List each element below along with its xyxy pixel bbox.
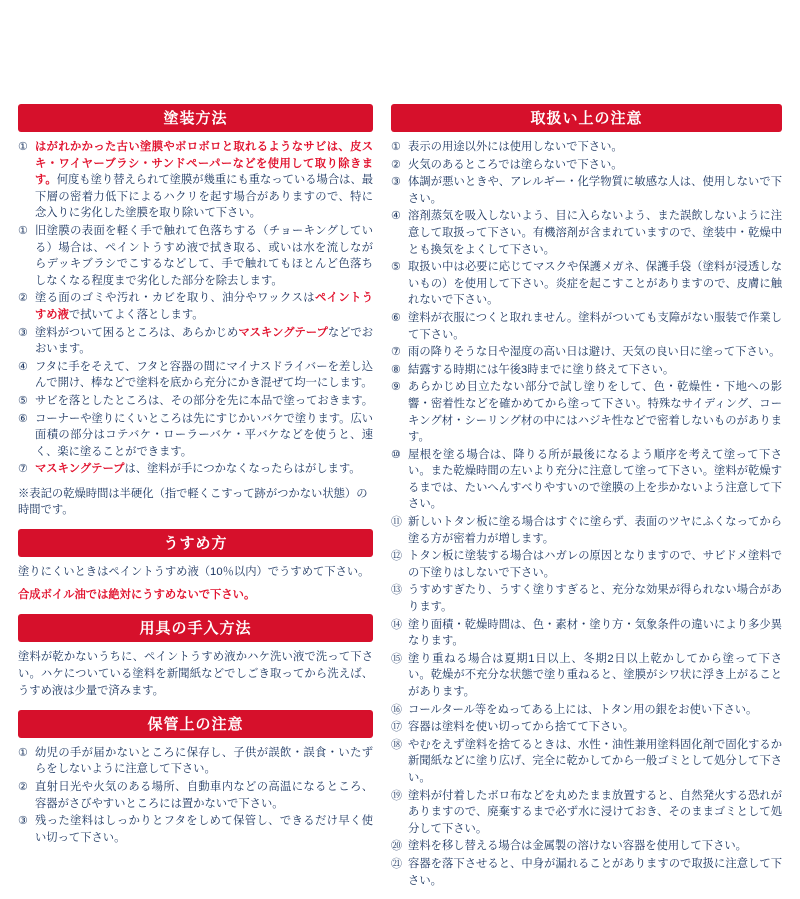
list-item-highlight: はがれかかった古い塗膜やボロボロと取れるようなサビは、皮スキ・ワイヤーブラシ・サンドペーパーなどを使用して取り除きます。 — [35, 141, 374, 187]
list-item — [391, 379, 782, 445]
list-item — [391, 582, 782, 615]
list-item — [391, 838, 782, 855]
section-title-handling-precautions: 取扱い上の注意 — [391, 104, 782, 132]
list-item-text: 結露する時期には午後3時までに塗り終えて下さい。 — [408, 363, 675, 376]
list-item-text: フタに手をそえて、フタと容器の間にマイナスドライバーを差し込んで開け、棒などで塗料を底から充分にかき混ぜて均一にします。 — [35, 360, 374, 390]
list-item-text: 何度も塗り替えられて塗膜が幾重にも重なっている場合は、最下層の密着力低下によるハクリを起す場合がありますので、特に念入りに劣化した塗膜を取り除いて下さい。 — [35, 174, 374, 220]
list-marker: ⑪ — [391, 516, 403, 529]
list-item-text: 塗る面のゴミや汚れ・カビを取り、油分やワックスは — [35, 292, 315, 305]
paint-method-list — [18, 139, 373, 478]
list-item — [391, 362, 782, 379]
list-marker: ⑨ — [391, 381, 401, 394]
list-item — [391, 856, 782, 889]
list-item — [18, 461, 373, 478]
list-item-text: 塗料がついて困るところは、あらかじめ — [35, 326, 239, 339]
list-item-text: サビを落としたところは、その部分を先に本品で塗っておきます。 — [35, 394, 374, 407]
list-marker: ⑮ — [391, 652, 403, 665]
list-marker: ① — [18, 746, 28, 759]
list-marker: ③ — [18, 326, 28, 339]
list-item-highlight: マスキングテープ — [238, 326, 328, 339]
list-item-highlight: ペイントうすめ液 — [35, 292, 374, 321]
list-item-text: 容器は塗料を使い切ってから捨てて下さい。 — [408, 721, 634, 734]
list-marker: ⑬ — [391, 584, 403, 597]
list-marker: ㉑ — [391, 857, 403, 870]
list-item-text: 表示の用途以外には使用しないで下さい。 — [408, 141, 623, 153]
list-item-text: 屋根を塗る場合は、降りる所が最後になるよう順序を考えて塗って下さい。また乾燥時間の左いより充分に注意して塗って下さい。塗料が乾燥するまでは、たいへんすべりやすいので塗膜の上を歩かないよう注意して下さい。 — [408, 448, 782, 511]
section-paint-method — [18, 104, 373, 519]
list-marker: ② — [18, 292, 28, 305]
list-item-text: コールタール等をぬってある上には、トタン用の銀をお使い下さい。 — [408, 703, 758, 716]
list-marker: ② — [391, 158, 401, 171]
list-item — [391, 702, 782, 719]
list-item-text: 残った塗料はしっかりとフタをしめて保管し、できるだけ早く使い切って下さい。 — [35, 815, 374, 844]
list-item-text: 塗料が衣服につくと取れません。塗料がついても支障がない服装で作業して下さい。 — [408, 311, 782, 341]
list-item — [391, 447, 782, 513]
list-item-text: やむをえず塗料を捨てるときは、水性・油性兼用塗料固化剤で固化するか新聞紙などに塗り広げ、完全に乾かしてから一般ゴミとして処分して下さい。 — [408, 738, 782, 784]
list-marker: ① — [391, 141, 401, 153]
list-marker: ⑫ — [391, 550, 403, 563]
list-marker: ⑧ — [391, 363, 401, 376]
list-marker: ⑥ — [391, 311, 401, 324]
list-item-text: 塗料を移し替える場合は金属製の溶けない容器を使用して下さい。 — [408, 840, 747, 853]
list-item-text: 塗料が付着したボロ布などを丸めたまま放置すると、自然発火する恐れがありますので、廃棄するまで必ず水に浸けておき、そのままゴミとして処分して下さい。 — [408, 789, 782, 835]
list-item — [391, 259, 782, 309]
paint-method-note: ※表記の乾燥時間は半硬化（指で軽くこすって跡がつかない状態）の時間です。 — [18, 487, 368, 517]
list-item-text: トタン板に塗装する場合はハガレの原因となりますので、サビドメ塗料での下塗りはしないで下さい。 — [408, 550, 782, 579]
list-item — [18, 411, 373, 461]
list-marker: ⑱ — [391, 738, 403, 751]
list-item — [18, 779, 373, 812]
list-item — [391, 310, 782, 343]
list-item — [18, 745, 373, 778]
thinning-paragraph-2: 合成ボイル油では絶対にうすめないで下さい。 — [18, 589, 256, 601]
list-item-text-tail: などでおおいます。 — [35, 326, 374, 356]
list-item — [391, 617, 782, 650]
list-item — [18, 325, 373, 358]
list-marker: ⑲ — [391, 789, 403, 802]
list-item — [391, 139, 782, 156]
section-title-paint-method: 塗装方法 — [18, 104, 373, 132]
list-item-text: 体調が悪いときや、アレルギー・化学物質に敏感な人は、使用しないで下さい。 — [408, 176, 782, 205]
list-item — [18, 359, 373, 392]
list-item — [391, 344, 782, 361]
list-item-highlight: マスキングテープ — [35, 463, 125, 476]
list-item-text: あらかじめ目立たない部分で試し塗りをして、色・乾燥性・下地への影響・密着性などを確かめてから塗って下さい。特殊なサイディング、コーキング材・シーリング材の中にはハジキ性などで密着しないものがあります。 — [408, 381, 782, 444]
tool-care-paragraph: 塗料が乾かないうちに、ペイントうすめ液かハケ洗い液で洗って下さい。ハケについている塗料を新聞紙などでしごき取ってから洗えば、うすめ液は少量で済みます。 — [18, 650, 374, 697]
list-item — [18, 290, 373, 323]
list-item-text: うすめすぎたり、うすく塗りすぎると、充分な効果が得られない場合があります。 — [408, 584, 782, 614]
list-item — [18, 813, 373, 846]
list-marker: ⑰ — [391, 721, 403, 734]
section-handling-precautions — [391, 104, 782, 889]
section-tool-care — [18, 614, 373, 700]
list-marker: ⑥ — [18, 412, 28, 425]
thinning-paragraph-1: 塗りにくいときはペイントうすめ液（10％以内）でうすめて下さい。 — [18, 566, 370, 579]
list-item-text: 容器を落下させると、中身が漏れることがありますので取扱に注意して下さい。 — [408, 857, 782, 887]
list-item — [391, 719, 782, 736]
list-item-text: 旧塗膜の表面を軽く手で触れて色落ちする（チョーキングしている）場合は、ペイントうすめ液で拭き取る、或いは水を流しながらデッキブラシでこするなどして、手で触れてもほとんど色落ちしなくなる程度まで劣化した部分を除去します。 — [35, 224, 374, 287]
section-title-thinning: うすめ方 — [18, 529, 373, 557]
list-item — [391, 737, 782, 787]
list-item-text: 火気のあるところでは塗らないで下さい。 — [408, 158, 623, 171]
list-item-text: 溶剤蒸気を吸入しないよう、目に入らないよう、また誤飲しないように注意して取扱って下さい。有機溶剤が含まれていますので、塗装中・乾燥中とも換気をよくして下さい。 — [408, 210, 782, 256]
list-item — [391, 514, 782, 547]
list-marker: ⑳ — [391, 840, 403, 853]
list-marker: ③ — [18, 815, 28, 828]
right-column — [391, 104, 782, 899]
list-marker: ④ — [391, 210, 401, 223]
list-marker: ⑦ — [391, 346, 401, 359]
list-item — [391, 208, 782, 258]
list-item — [18, 139, 373, 222]
list-marker: ① — [18, 141, 28, 153]
storage-list — [18, 745, 373, 847]
list-marker: ⑯ — [391, 703, 403, 716]
list-item-text: 塗り重ねる場合は夏期1日以上、冬期2日以上乾かしてから塗って下さい。乾燥が不充分な状態で塗り重ねると、塗膜がシワ状に浮き上がることがあります。 — [408, 652, 782, 698]
list-item-text: 雨の降りそうな日や湿度の高い日は避け、天気の良い日に塗って下さい。 — [408, 346, 781, 359]
list-marker: ① — [18, 224, 28, 237]
list-item — [391, 788, 782, 838]
left-column — [18, 104, 373, 856]
list-marker: ⑦ — [18, 463, 28, 476]
list-marker: ⑩ — [391, 448, 401, 461]
list-item — [18, 223, 373, 289]
list-item-text: は、塗料が手につかなくなったらはがします。 — [124, 463, 361, 476]
handling-list — [391, 139, 782, 889]
list-marker: ② — [18, 780, 28, 793]
list-marker: ③ — [391, 176, 401, 189]
list-item-text-tail: で拭いてよく落とします。 — [68, 308, 204, 321]
list-item — [391, 174, 782, 207]
list-marker: ④ — [18, 360, 28, 373]
list-marker: ⑭ — [391, 618, 403, 631]
list-marker: ⑤ — [391, 261, 401, 274]
list-marker: ⑤ — [18, 394, 28, 407]
list-item — [391, 548, 782, 581]
list-item — [18, 393, 373, 410]
section-thinning — [18, 529, 373, 604]
list-item-text: 幼児の手が届かないところに保存し、子供が誤飲・誤食・いたずらをしないように注意して下さい。 — [35, 746, 374, 776]
section-title-storage: 保管上の注意 — [18, 710, 373, 738]
list-item-text: 直射日光や火気のある場所、自動車内などの高温になるところ、容器がさびやすいところには置かないで下さい。 — [35, 780, 374, 810]
list-item-text: 新しいトタン板に塗る場合はすぐに塗らず、表面のツヤにふくなってから塗る方が密着力が増します。 — [408, 516, 782, 545]
section-title-tool-care: 用具の手入方法 — [18, 614, 373, 642]
list-item-text: 塗り面積・乾燥時間は、色・素材・塗り方・気象条件の違いにより多少異なります。 — [408, 618, 782, 648]
list-item — [391, 157, 782, 174]
list-item — [391, 651, 782, 701]
section-storage — [18, 710, 373, 847]
list-item-text: 取扱い中は必要に応じてマスクや保護メガネ、保護手袋（塗料が浸透しないもの）を使用して下さい。炎症を起こすことがありますので、皮膚に触れないで下さい。 — [408, 261, 782, 307]
list-item-text: コーナーや塗りにくいところは先にすじかいバケで塗ります。広い面積の部分はコテバケ・ローラーバケ・平バケなどを使うと、速く、楽に塗ることができます。 — [35, 412, 374, 458]
